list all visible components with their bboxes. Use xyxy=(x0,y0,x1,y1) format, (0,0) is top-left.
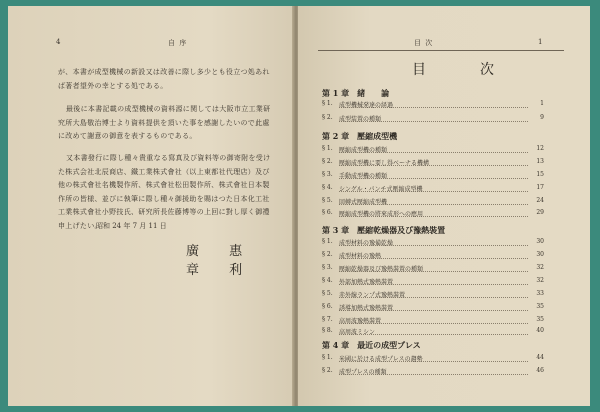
page-ref: 40 xyxy=(536,327,544,334)
toc-entry xyxy=(322,158,544,168)
section-number: § 5. xyxy=(322,290,333,297)
page-ref: 15 xyxy=(536,171,544,178)
preface-paragraph-1 xyxy=(58,66,276,93)
toc-entry xyxy=(322,238,544,248)
page-ref: 32 xyxy=(536,277,544,284)
page-ref: 1 xyxy=(540,100,544,107)
page-ref: 30 xyxy=(536,238,544,245)
toc-entry xyxy=(322,145,544,155)
section-number: § 2. xyxy=(322,251,333,258)
page-ref: 30 xyxy=(536,251,544,258)
section-title: 高周波ミシン xyxy=(339,329,375,336)
right-running-header: 目 次 xyxy=(414,39,434,47)
section-title: 回轉式壓縮成型機 xyxy=(339,199,388,206)
section-number: § 3. xyxy=(322,264,333,271)
page-ref: 46 xyxy=(536,367,544,374)
section-title: 壓縮乾燥器及び豫熱裝置の種類 xyxy=(339,266,424,273)
toc-title: 目 次 xyxy=(412,62,514,78)
preface-paragraph-3 xyxy=(58,152,276,234)
page-ref: 17 xyxy=(536,184,544,191)
section-number: § 2. xyxy=(322,114,333,121)
section-title: 手動成型機の種類 xyxy=(339,173,388,180)
preface-text: が、本書が成型機械の新設又は改善に際し多少とも役立つ処あれば著者望外の幸とする処である。 xyxy=(58,68,270,90)
section-number: § 4. xyxy=(322,184,333,191)
page-ref: 24 xyxy=(536,197,544,204)
chapter-heading: 第 3 章 壓縮乾燥器及び豫熱裝置 xyxy=(322,225,446,235)
section-number: § 1. xyxy=(322,238,333,245)
section-title: 成型機械発達の経過 xyxy=(339,102,394,109)
section-title: 成型プレスの種類 xyxy=(339,369,387,376)
header-rule xyxy=(318,50,564,51)
section-number: § 2. xyxy=(322,158,333,165)
page-ref: 13 xyxy=(536,158,544,165)
section-title: 成型材料の豫熱 xyxy=(339,253,382,260)
section-number: § 2. xyxy=(322,367,333,374)
toc-entry xyxy=(322,209,544,219)
section-number: § 4. xyxy=(322,277,333,284)
right-page-number: 1 xyxy=(538,38,544,46)
left-page-number: 4 xyxy=(56,38,62,46)
toc-entry xyxy=(322,354,544,364)
page-ref: 35 xyxy=(536,316,544,323)
section-title: 成型装置の種類 xyxy=(339,116,382,123)
section-title: 誘導加熱式豫熱裝置 xyxy=(339,305,394,312)
toc-entry xyxy=(322,171,544,181)
preface-paragraph-2 xyxy=(58,103,276,144)
toc-entry xyxy=(322,251,544,261)
chapter-heading: 第 2 章 壓縮成型機 xyxy=(322,131,398,141)
toc-entry xyxy=(322,100,544,110)
section-title: シングル・パンチ式壓縮成型機 xyxy=(339,186,423,193)
section-title: 壓縮成型機の將來成形への應用 xyxy=(339,211,424,218)
preface-text: 又本書發行に際し種々貴重なる寫真及び資料等の御寄附を受けた株式会社北辰商店、鐵工業株式會社（以上東都社代理店）及び他の株式會社名機製作所、株式會社松田製作所、株式會社日本製作所の皆様、並びに執筆に際し種々御援助を賜はつた日本化工社工業株式會社小野技氏、研究所長佐藤博等の上回に對し厚く御禮申上げたい。 xyxy=(58,154,271,230)
toc-entry xyxy=(322,277,544,287)
toc-entry xyxy=(322,264,544,274)
section-title: 壓縮成型機の種類 xyxy=(339,147,388,154)
section-number: § 1. xyxy=(322,100,333,107)
toc-entry xyxy=(322,197,544,207)
section-title: 米國に於ける成型プレスの趨勢 xyxy=(339,356,423,363)
page-ref: 44 xyxy=(536,354,544,361)
section-number: § 1. xyxy=(322,145,333,152)
section-title: 赤外線ランプ式豫熱裝置 xyxy=(339,292,406,299)
page-ref: 35 xyxy=(536,303,544,310)
page-ref: 9 xyxy=(540,114,544,121)
section-title: 外部加熱式豫熱裝置 xyxy=(339,279,394,286)
toc-entry xyxy=(322,327,544,337)
page-ref: 12 xyxy=(536,145,544,152)
toc-entry xyxy=(322,367,544,377)
page-ref: 33 xyxy=(536,290,544,297)
page-ref: 29 xyxy=(536,209,544,216)
section-number: § 7. xyxy=(322,316,333,323)
left-running-header: 自 序 xyxy=(168,39,188,47)
toc-entry xyxy=(322,316,544,326)
section-number: § 8. xyxy=(322,327,333,334)
section-number: § 6. xyxy=(322,209,333,216)
toc-entry xyxy=(322,303,544,313)
section-number: § 5. xyxy=(322,197,333,204)
section-number: § 1. xyxy=(322,354,333,361)
preface-text: 最後に本書記載の成型機械の資料源に関しては大阪市立工業研究所大島敬治博士より資料提供を頂いた事を感謝したいので此處に改めて謝意の御意を表するものである。 xyxy=(58,105,271,141)
page-ref: 32 xyxy=(536,264,544,271)
toc-entry xyxy=(322,114,544,124)
section-title: 高周波豫熱裝置 xyxy=(339,318,382,325)
section-title: 成型材料の豫備乾燥 xyxy=(339,240,394,247)
section-number: § 3. xyxy=(322,171,333,178)
chapter-heading: 第 1 章 緒 論 xyxy=(322,88,390,98)
chapter-heading: 第 4 章 最近の成型プレス xyxy=(322,340,421,350)
left-page xyxy=(8,6,295,406)
section-number: § 6. xyxy=(322,303,333,310)
toc-entry xyxy=(322,184,544,194)
preface-date: 昭和 24 年 7 月 11 日 xyxy=(96,222,167,230)
toc-entry xyxy=(322,290,544,300)
preface-author: 廣 惠 章 利 xyxy=(186,244,256,278)
section-title: 壓縮成型機に要し得ベーナる機構 xyxy=(339,160,430,167)
